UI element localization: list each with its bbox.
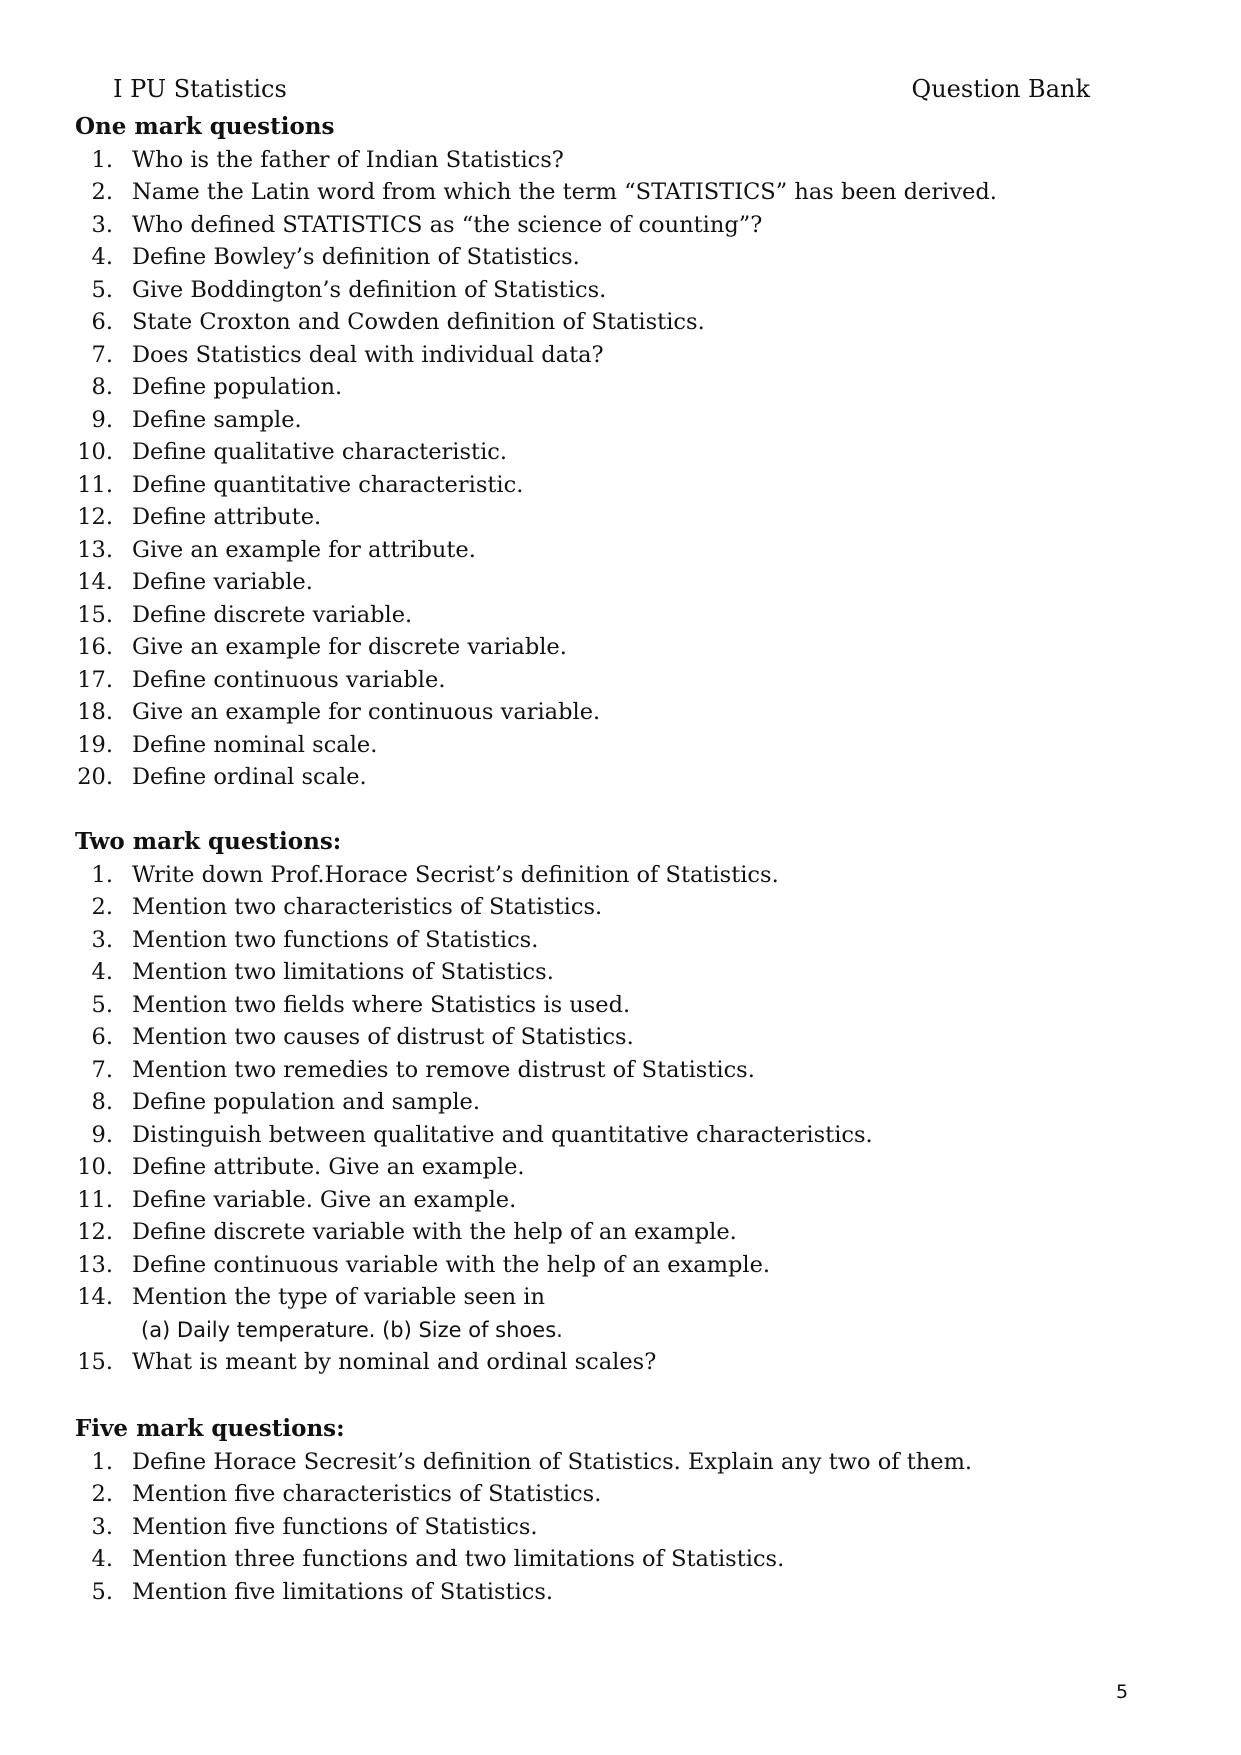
course-title: I PU Statistics <box>113 75 287 103</box>
question-number: 5. <box>91 991 113 1018</box>
question-number: 2. <box>91 1481 113 1507</box>
question-item <box>75 859 1175 892</box>
question-item <box>75 501 1175 534</box>
question-item <box>75 1119 1175 1152</box>
question-item <box>75 599 1175 632</box>
question-list <box>75 1446 1175 1609</box>
question-text: Define quantitative characteristic. <box>132 471 524 498</box>
question-item <box>75 1151 1175 1184</box>
question-text: Define continuous variable with the help of an example. <box>132 1251 771 1278</box>
question-item <box>75 924 1175 957</box>
question-item <box>75 274 1175 307</box>
question-item <box>75 729 1175 762</box>
question-text: State Croxton and Cowden definition of Statistics. <box>132 309 705 335</box>
question-item <box>75 1511 1175 1544</box>
question-text: Define population and sample. <box>132 1089 481 1115</box>
question-text: Define sample. <box>132 406 302 433</box>
question-text: Mention two characteristics of Statistics. <box>132 894 603 920</box>
question-text: Name the Latin word from which the term “STATISTICS” has been derived. <box>132 179 997 205</box>
question-text: Does Statistics deal with individual data? <box>132 341 604 368</box>
question-number: 11. <box>77 1186 113 1213</box>
question-text: Mention two remedies to remove distrust of Statistics. <box>132 1056 755 1083</box>
page-header <box>113 72 1090 106</box>
question-text: Mention two functions of Statistics. <box>132 926 539 953</box>
question-text: Define attribute. Give an example. <box>132 1154 525 1180</box>
question-item <box>75 1576 1175 1609</box>
question-number: 5. <box>91 1578 113 1605</box>
question-list <box>75 144 1175 794</box>
question-item <box>75 144 1175 177</box>
question-item <box>75 1346 1175 1379</box>
page-number: 5 <box>1116 1681 1129 1703</box>
question-text: Define qualitative characteristic. <box>132 439 508 465</box>
question-text: Who defined STATISTICS as “the science of counting”? <box>132 211 763 238</box>
question-item <box>75 1478 1175 1511</box>
question-item <box>75 696 1175 729</box>
question-item <box>75 891 1175 924</box>
question-item <box>75 1216 1175 1249</box>
question-number: 7. <box>91 341 113 368</box>
question-number: 4. <box>91 1546 113 1572</box>
question-number: 1. <box>91 1448 113 1475</box>
question-number: 4. <box>91 244 113 270</box>
question-text: Define discrete variable. <box>132 601 413 628</box>
question-number: 20. <box>77 764 113 790</box>
five-mark-section <box>75 1413 1175 1608</box>
question-item <box>75 1021 1175 1054</box>
section-title: One mark questions <box>75 113 335 140</box>
question-text: Write down Prof.Horace Secrist’s definition of Statistics. <box>132 861 779 888</box>
question-text: Give an example for attribute. <box>132 536 476 563</box>
question-text: Define variable. <box>132 569 313 595</box>
question-item <box>75 1184 1175 1217</box>
question-number: 15. <box>77 601 113 628</box>
question-text: Mention two causes of distrust of Statistics. <box>132 1024 634 1050</box>
question-number: 19. <box>77 731 113 758</box>
one-mark-section <box>75 111 1175 794</box>
question-number: 2. <box>91 894 113 920</box>
question-item <box>75 761 1175 794</box>
question-text: Define Bowley’s definition of Statistics. <box>132 244 580 270</box>
question-text: What is meant by nominal and ordinal scales? <box>132 1349 657 1375</box>
question-number: 14. <box>77 569 113 595</box>
question-text: Mention the type of variable seen in <box>132 1284 545 1310</box>
question-text: Mention five limitations of Statistics. <box>132 1578 554 1605</box>
question-number: 2. <box>91 179 113 205</box>
section-title: Two mark questions: <box>75 828 342 855</box>
question-number: 16. <box>77 634 113 660</box>
question-number: 13. <box>77 536 113 563</box>
question-item <box>75 534 1175 567</box>
question-number: 8. <box>91 374 113 400</box>
question-text: Define continuous variable. <box>132 666 446 693</box>
question-number: 9. <box>91 406 113 433</box>
question-number: 6. <box>91 1024 113 1050</box>
question-number: 3. <box>91 211 113 238</box>
question-item <box>75 1086 1175 1119</box>
question-item <box>75 566 1175 599</box>
question-number: 10. <box>77 439 113 465</box>
question-number: 11. <box>77 471 113 498</box>
question-text: Define discrete variable with the help of an example. <box>132 1219 737 1245</box>
question-text: Define attribute. <box>132 504 322 530</box>
question-text: Mention five functions of Statistics. <box>132 1513 538 1540</box>
question-number: 12. <box>77 1219 113 1245</box>
section-title: Five mark questions: <box>75 1415 345 1442</box>
question-text: Give an example for continuous variable. <box>132 699 601 725</box>
question-item <box>75 176 1175 209</box>
question-item <box>75 664 1175 697</box>
question-item <box>75 436 1175 469</box>
document-type: Question Bank <box>911 75 1090 103</box>
question-number: 12. <box>77 504 113 530</box>
question-text: Give Boddington’s definition of Statistics. <box>132 276 607 303</box>
question-number: 5. <box>91 276 113 303</box>
question-number: 3. <box>91 926 113 953</box>
question-item <box>75 631 1175 664</box>
question-text: Give an example for discrete variable. <box>132 634 567 660</box>
question-item <box>75 209 1175 242</box>
question-number: 18. <box>77 699 113 725</box>
question-number: 15. <box>77 1349 113 1375</box>
question-item <box>75 1446 1175 1479</box>
two-mark-section <box>75 826 1175 1379</box>
question-item <box>75 241 1175 274</box>
question-number: 7. <box>91 1056 113 1083</box>
question-text: Mention three functions and two limitations of Statistics. <box>132 1546 785 1572</box>
question-text: Mention two fields where Statistics is used. <box>132 991 631 1018</box>
question-item <box>75 956 1175 989</box>
question-number: 4. <box>91 959 113 985</box>
question-item <box>75 1281 1175 1314</box>
question-text: Who is the father of Indian Statistics? <box>132 146 564 173</box>
question-item <box>75 306 1175 339</box>
question-text: Define population. <box>132 374 343 400</box>
question-number: 1. <box>91 861 113 888</box>
question-item <box>75 989 1175 1022</box>
question-text: Define nominal scale. <box>132 731 378 758</box>
question-text: Define Horace Secresit’s definition of Statistics. Explain any two of them. <box>132 1448 973 1475</box>
question-number: 13. <box>77 1251 113 1278</box>
question-number: 14. <box>77 1284 113 1310</box>
question-item <box>75 371 1175 404</box>
question-item <box>75 1054 1175 1087</box>
question-text: Mention two limitations of Statistics. <box>132 959 554 985</box>
question-text: Mention five characteristics of Statistics. <box>132 1481 602 1507</box>
question-number: 3. <box>91 1513 113 1540</box>
question-item <box>75 404 1175 437</box>
question-text: Define ordinal scale. <box>132 764 367 790</box>
question-item <box>75 1249 1175 1282</box>
question-item <box>75 1543 1175 1576</box>
question-list <box>75 859 1175 1379</box>
question-subparts: (a) Daily temperature. (b) Size of shoes. <box>141 1317 563 1342</box>
question-number: 1. <box>91 146 113 173</box>
question-number: 8. <box>91 1089 113 1115</box>
question-item <box>75 469 1175 502</box>
question-number: 10. <box>77 1154 113 1180</box>
question-number: 17. <box>77 666 113 693</box>
question-number: 9. <box>91 1121 113 1148</box>
question-item <box>75 339 1175 372</box>
question-text: Distinguish between qualitative and quantitative characteristics. <box>132 1121 873 1148</box>
question-text: Define variable. Give an example. <box>132 1186 517 1213</box>
question-number: 6. <box>91 309 113 335</box>
